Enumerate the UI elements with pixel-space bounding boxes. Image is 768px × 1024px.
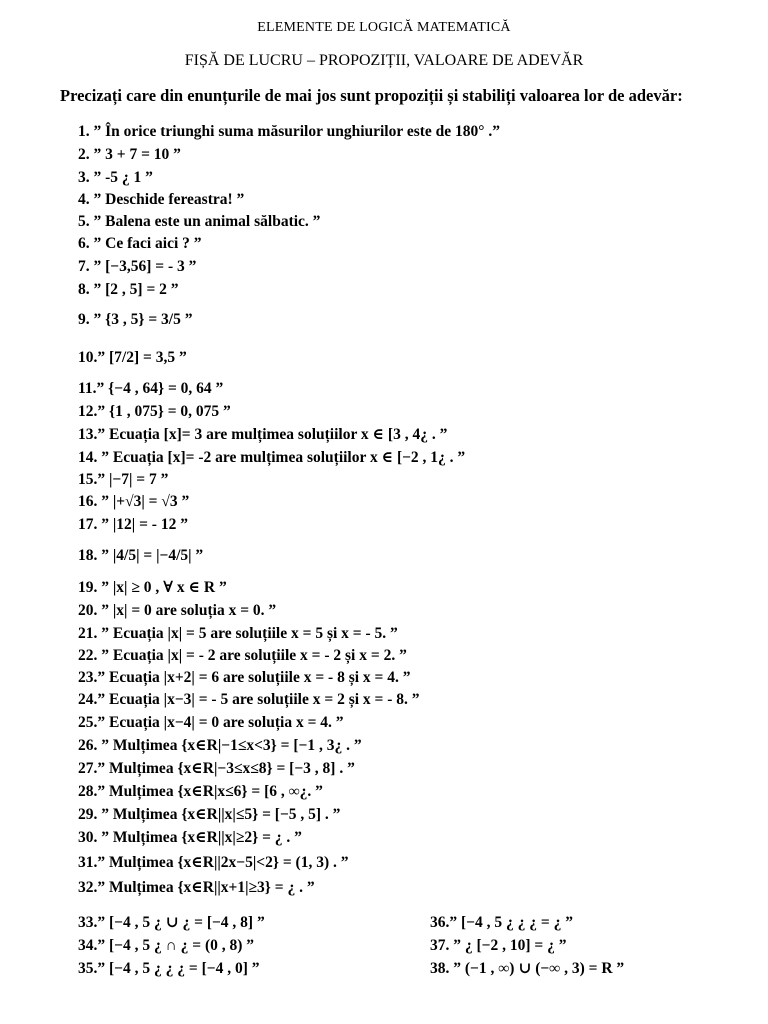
list-item: 27.” Mulțimea {x∈R|−3≤x≤8} = [−3 , 8] . ” — [78, 760, 355, 777]
list-item: 4. ” Deschide fereastra! ” — [78, 191, 245, 208]
header-subject: ELEMENTE DE LOGICĂ MATEMATICĂ — [257, 20, 511, 35]
list-item: 21. ” Ecuația |x| = 5 are soluțiile x = 5 și x = - 5. ” — [78, 625, 398, 642]
list-item: 36.” [−4 , 5 ¿ ¿ ¿ = ¿ ” — [430, 914, 573, 931]
list-item: 15.” |−7| = 7 ” — [78, 471, 169, 488]
list-item: 19. ” |x| ≥ 0 , ∀ x ∈ R ” — [78, 579, 227, 596]
list-item: 11.” {−4 , 64} = 0, 64 ” — [78, 380, 224, 397]
list-item: 3. ” -5 ¿ 1 ” — [78, 169, 153, 186]
list-item: 37. ” ¿ [−2 , 10] = ¿ ” — [430, 937, 567, 954]
list-item: 2. ” 3 + 7 = 10 ” — [78, 146, 181, 163]
list-item: 10.” [7/2] = 3,5 ” — [78, 349, 187, 366]
list-item: 29. ” Mulțimea {x∈R||x|≤5} = [−5 , 5] . ” — [78, 806, 341, 823]
page-title: FIȘĂ DE LUCRU – PROPOZIȚII, VALOARE DE ADEVĂR — [184, 52, 584, 69]
list-item: 12.” {1 , 075} = 0, 075 ” — [78, 403, 231, 420]
instruction-text: Precizați care din enunțurile de mai jos sunt propoziții și stabiliți valoarea lor de adevăr: — [60, 86, 683, 105]
list-item: 25.” Ecuația |x−4| = 0 are soluția x = 4. ” — [78, 714, 344, 731]
list-item: 33.” [−4 , 5 ¿ ∪ ¿ = [−4 , 8] ” — [78, 914, 265, 931]
list-item: 18. ” |4/5| = |−4/5| ” — [78, 547, 204, 564]
list-item: 32.” Mulțimea {x∈R||x+1|≥3} = ¿ . ” — [78, 879, 315, 896]
list-item: 20. ” |x| = 0 are soluția x = 0. ” — [78, 602, 277, 619]
list-item: 9. ” {3 , 5} = 3/5 ” — [78, 311, 193, 328]
list-item: 6. ” Ce faci aici ? ” — [78, 235, 202, 252]
list-item: 30. ” Mulțimea {x∈R||x|≥2} = ¿ . ” — [78, 829, 302, 846]
list-item: 28.” Mulțimea {x∈R|x≤6} = [6 , ∞¿. ” — [78, 783, 323, 800]
list-item: 34.” [−4 , 5 ¿ ∩ ¿ = (0 , 8) ” — [78, 937, 255, 954]
list-item: 22. ” Ecuația |x| = - 2 are soluțiile x = - 2 și x = 2. ” — [78, 647, 407, 664]
list-item: 23.” Ecuația |x+2| = 6 are soluțiile x = - 8 și x = 4. ” — [78, 669, 411, 686]
list-item: 16. ” |+√3| = √3 ” — [78, 493, 190, 510]
list-item: 38. ” (−1 , ∞) ∪ (−∞ , 3) = R ” — [430, 960, 625, 977]
list-item: 17. ” |12| = - 12 ” — [78, 516, 188, 533]
list-item: 24.” Ecuația |x−3| = - 5 are soluțiile x = 2 și x = - 8. ” — [78, 691, 420, 708]
list-item: 1. ” În orice triunghi suma măsurilor unghiurilor este de 180° .” — [78, 123, 500, 140]
list-item: 26. ” Mulțimea {x∈R|−1≤x<3} = [−1 , 3¿ . ” — [78, 737, 362, 754]
list-item: 35.” [−4 , 5 ¿ ¿ ¿ = [−4 , 0] ” — [78, 960, 260, 977]
list-item: 31.” Mulțimea {x∈R||2x−5|<2} = (1, 3) . ” — [78, 854, 349, 871]
list-item: 7. ” [−3,56] = - 3 ” — [78, 258, 197, 275]
list-item: 13.” Ecuația [x]= 3 are mulțimea soluțiilor x ∈ [3 , 4¿ . ” — [78, 426, 448, 443]
list-item: 5. ” Balena este un animal sălbatic. ” — [78, 213, 321, 230]
list-item: 14. ” Ecuația [x]= -2 are mulțimea soluțiilor x ∈ [−2 , 1¿ . ” — [78, 449, 466, 466]
list-item: 8. ” [2 , 5] = 2 ” — [78, 281, 179, 298]
